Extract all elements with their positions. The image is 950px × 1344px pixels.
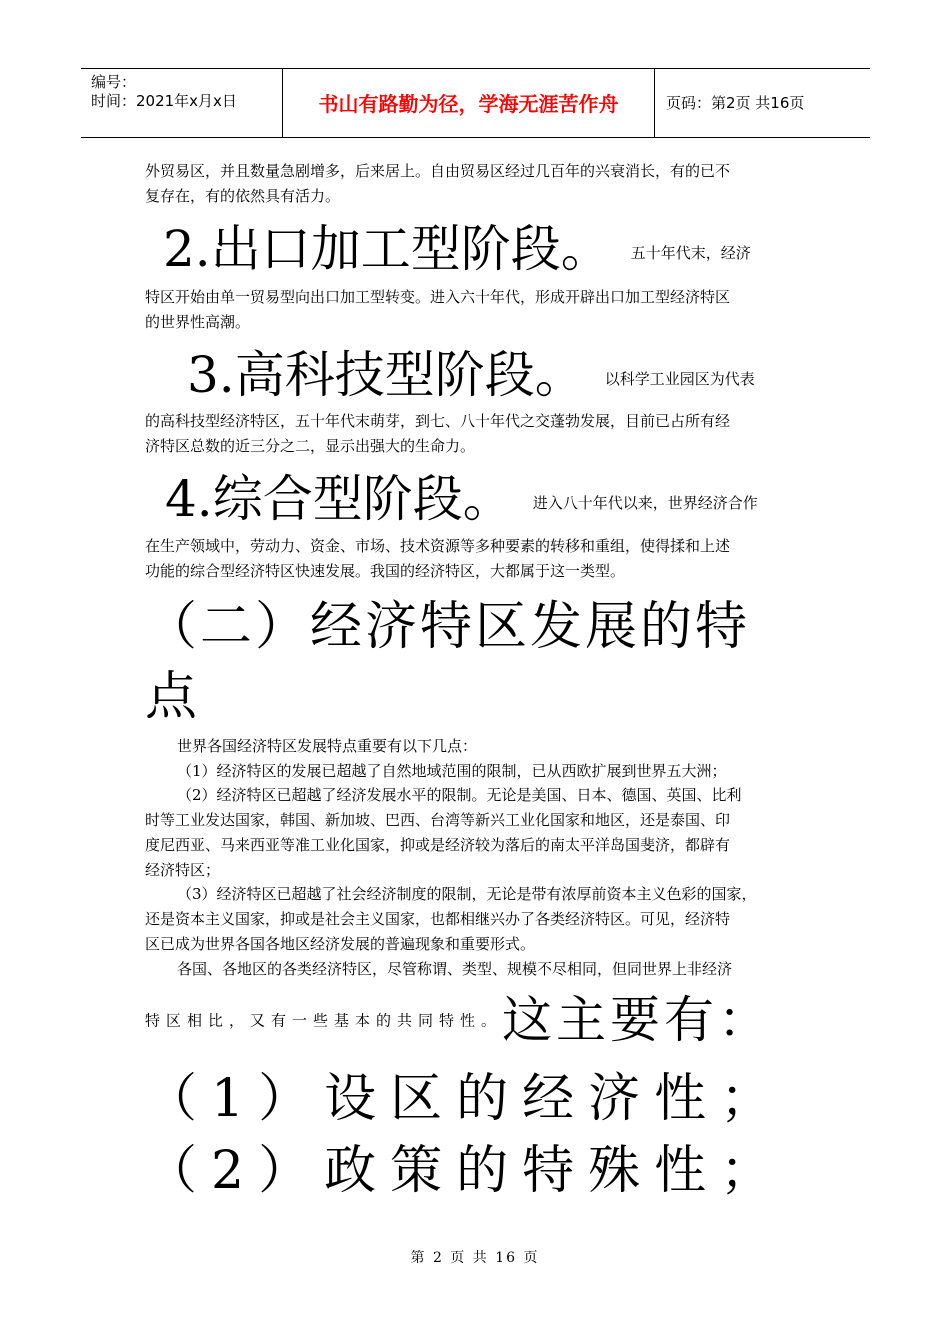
paragraph-mixed-line xyxy=(145,992,772,1048)
paragraph-line: 济特区总数的近三分之二，显示出强大的生命力。 xyxy=(145,437,476,455)
paragraph-line: 在生产领域中，劳动力、资金、市场、技术资源等多种要素的转移和重组，使得揉和上述 xyxy=(145,537,731,555)
header-table xyxy=(81,68,870,138)
page-info: 页码：第2页 共16页 xyxy=(666,94,805,112)
section-heading-line: 点 xyxy=(145,667,198,727)
paragraph-line: 功能的综合型经济特区快速发展。我国的经济特区，大都属于这一类型。 xyxy=(145,562,626,580)
paragraph-line: 的世界性高潮。 xyxy=(145,313,251,331)
list-item: （2）政策的特殊性； xyxy=(145,1141,787,1201)
heading-comprehensive xyxy=(165,471,758,531)
heading-text: 2.出口加工型阶段。 xyxy=(163,220,611,278)
paragraph-line: （1）经济特区的发展已超越了自然地域范围的限制，已从西欧扩展到世界五大洲； xyxy=(177,762,727,780)
paragraph-line: 世界各国经济特区发展特点重要有以下几点： xyxy=(177,737,478,755)
motto: 书山有路勤为径，学海无涯苦作舟 xyxy=(318,92,619,116)
heading-text: 3.高科技型阶段。 xyxy=(187,346,585,404)
list-item: （1）设区的经济性； xyxy=(145,1069,787,1129)
paragraph-line: 各国、各地区的各类经济特区，尽管称谓、类型、规模不尽相同，但同世界上非经济 xyxy=(177,960,733,978)
emphasis-text: 这主要有： xyxy=(502,991,773,1049)
heading-text: 4.综合型阶段。 xyxy=(165,470,513,528)
heading-tail: 以科学工业园区为代表 xyxy=(604,370,755,388)
header-center-cell xyxy=(283,69,655,137)
heading-export-processing xyxy=(163,221,751,281)
heading-high-tech xyxy=(187,347,755,407)
paragraph-line: 特区开始由单一贸易型向出口加工型转变。进入六十年代，形成开辟出口加工型经济特区 xyxy=(145,288,731,306)
section-heading-line: （二）经济特区发展的特 xyxy=(145,597,751,657)
header-left-cell xyxy=(81,69,283,137)
paragraph-line: 度尼西亚、马来西亚等准工业化国家，抑或是经济较为落后的南太平洋岛国斐济，都辟有 xyxy=(145,836,731,854)
paragraph-line: 还是资本主义国家，抑或是社会主义国家，也都相继兴办了各类经济特区。可见，经济特 xyxy=(145,910,731,928)
paragraph-line: 区已成为世界各国各地区经济发展的普遍现象和重要形式。 xyxy=(145,935,536,953)
paragraph-text: 特区相比，又有一些基本的共同特性。 xyxy=(145,1011,503,1030)
serial-label: 编号： xyxy=(91,73,137,91)
paragraph-line: （2）经济特区已超越了经济发展水平的限制。无论是美国、日本、德国、英国、比利 xyxy=(177,786,742,804)
paragraph-line: 复存在，有的依然具有活力。 xyxy=(145,187,341,205)
time-label: 时间：2021年x月x日 xyxy=(91,92,237,110)
page-footer: 第 2 页 共 16 页 xyxy=(410,1250,540,1266)
paragraph-line: 的高科技型经济特区，五十年代末萌芽，到七、八十年代之交蓬勃发展，目前已占所有经 xyxy=(145,412,731,430)
heading-tail: 进入八十年代以来，世界经济合作 xyxy=(532,494,758,512)
header-right-cell xyxy=(655,69,870,137)
heading-tail: 五十年代末，经济 xyxy=(630,244,751,262)
paragraph-line: 外贸易区，并且数量急剧增多，后来居上。自由贸易区经过几百年的兴衰消长，有的已不 xyxy=(145,162,731,180)
paragraph-line: （3）经济特区已超越了社会经济制度的限制，无论是带有浓厚前资本主义色彩的国家， xyxy=(177,885,757,903)
paragraph-line: 时等工业发达国家，韩国、新加坡、巴西、台湾等新兴工业化国家和地区，还是泰国、印 xyxy=(145,811,731,829)
paragraph-line: 经济特区； xyxy=(145,861,221,879)
